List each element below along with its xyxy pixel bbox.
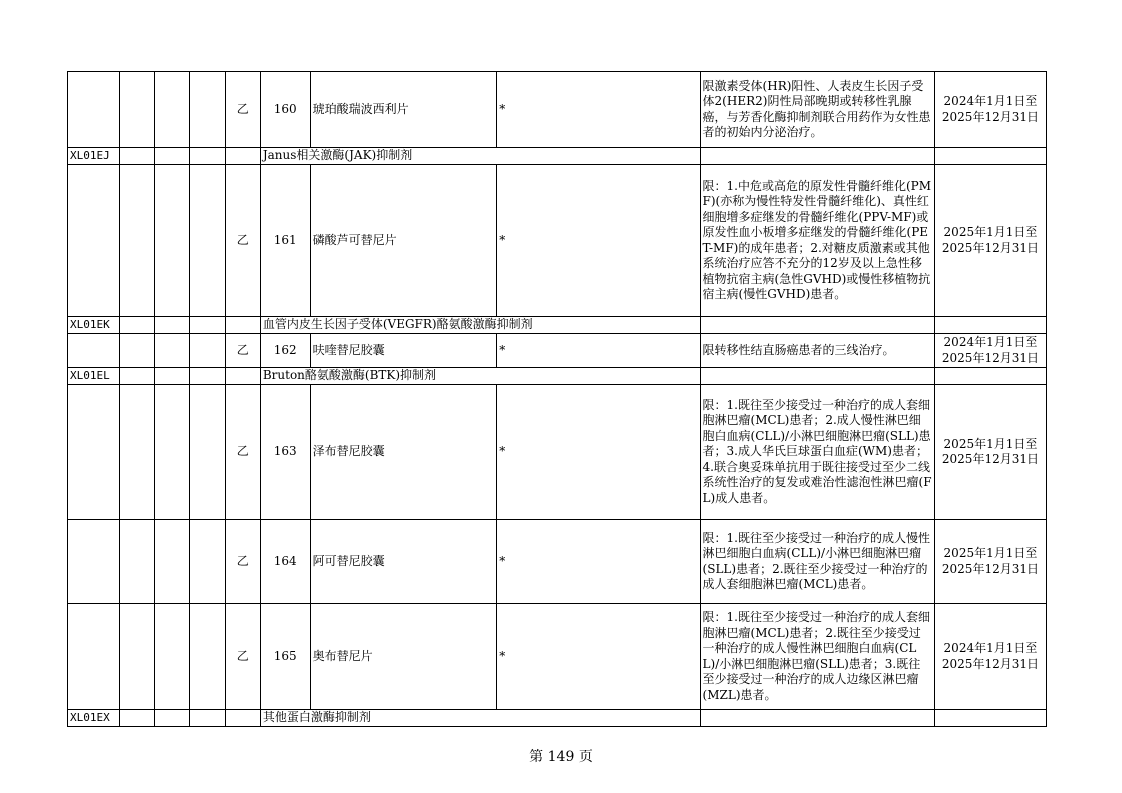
category-cell: 乙 — [225, 72, 260, 148]
empty-cell — [119, 148, 154, 165]
group-row — [68, 148, 1047, 165]
date-start: 2024年1月1日至 — [943, 335, 1038, 349]
code-cell — [68, 604, 120, 710]
date-end: 2025年12月31日 — [941, 109, 1039, 124]
remarks-cell: 限转移性结直肠癌患者的三线治疗。 — [700, 334, 934, 368]
group-code: XL01EL — [68, 368, 120, 385]
empty-cell — [155, 385, 190, 520]
empty-cell — [934, 710, 1046, 727]
group-name: Bruton酪氨酸激酶(BTK)抑制剂 — [260, 368, 700, 385]
group-name: 血管内皮生长因子受体(VEGFR)酪氨酸激酶抑制剂 — [260, 317, 700, 334]
date-cell — [934, 385, 1046, 520]
empty-cell — [190, 604, 225, 710]
drug-name-cell: 阿可替尼胶囊 — [310, 520, 497, 604]
empty-cell — [190, 385, 225, 520]
date-cell — [934, 165, 1046, 317]
empty-cell — [934, 317, 1046, 334]
date-end: 2025年12月31日 — [941, 656, 1039, 671]
dosage-form-cell: * — [497, 385, 700, 520]
dosage-form-cell: * — [497, 165, 700, 317]
category-cell: 乙 — [225, 520, 260, 604]
drug-row — [68, 385, 1047, 520]
remarks-cell: 限激素受体(HR)阳性、人表皮生长因子受体2(HER2)阴性局部晚期或转移性乳腺癌，与芳香化酶抑制剂联合用药作为女性患者的初始内分泌治疗。 — [700, 72, 934, 148]
group-row — [68, 317, 1047, 334]
empty-cell — [155, 604, 190, 710]
remarks-cell: 限：1.既往至少接受过一种治疗的成人慢性淋巴细胞白血病(CLL)/小淋巴细胞淋巴瘤(SLL)患者；2.既往至少接受过一种治疗的成人套细胞淋巴瘤(MCL)患者。 — [700, 520, 934, 604]
empty-cell — [225, 148, 260, 165]
empty-cell — [155, 317, 190, 334]
number-cell: 162 — [260, 334, 310, 368]
empty-cell — [700, 710, 934, 727]
number-cell: 164 — [260, 520, 310, 604]
dosage-form-cell: * — [497, 72, 700, 148]
date-cell — [934, 520, 1046, 604]
category-cell: 乙 — [225, 385, 260, 520]
empty-cell — [119, 385, 154, 520]
empty-cell — [119, 520, 154, 604]
code-cell — [68, 334, 120, 368]
drug-row — [68, 604, 1047, 710]
remarks-cell: 限：1.既往至少接受过一种治疗的成人套细胞淋巴瘤(MCL)患者；2.既往至少接受过一种治疗的成人慢性淋巴细胞白血病(CLL)/小淋巴细胞淋巴瘤(SLL)患者；3.既往至少接受过一种治疗的成人边缘区淋巴瘤(MZL)患者。 — [700, 604, 934, 710]
dosage-form-cell: * — [497, 334, 700, 368]
category-cell: 乙 — [225, 604, 260, 710]
date-start: 2025年1月1日至 — [943, 546, 1038, 560]
empty-cell — [119, 604, 154, 710]
date-end: 2025年12月31日 — [941, 240, 1039, 255]
date-start: 2025年1月1日至 — [943, 436, 1038, 451]
drug-name-cell: 磷酸芦可替尼片 — [310, 165, 497, 317]
empty-cell — [190, 334, 225, 368]
empty-cell — [190, 520, 225, 604]
empty-cell — [155, 334, 190, 368]
date-cell — [934, 604, 1046, 710]
empty-cell — [700, 317, 934, 334]
drug-catalog-table — [67, 71, 1047, 727]
drug-name-cell: 泽布替尼胶囊 — [310, 385, 497, 520]
empty-cell — [190, 148, 225, 165]
drug-name-cell: 奥布替尼片 — [310, 604, 497, 710]
group-row — [68, 710, 1047, 727]
empty-cell — [155, 710, 190, 727]
table-body — [68, 72, 1047, 727]
empty-cell — [225, 710, 260, 727]
empty-cell — [119, 710, 154, 727]
remarks-cell: 限：1.中危或高危的原发性骨髓纤维化(PMF)(亦称为慢性特发性骨髓纤维化)、真性红细胞增多症继发的骨髓纤维化(PPV-MF)或原发性血小板增多症继发的骨髓纤维化(PET-MF)的成年患者；2.对糖皮质激素或其他系统治疗应答不充分的12岁及以上急性移植物抗宿主病(急性GVHD)或慢性移植物抗宿主病(慢性GVHD)患者。 — [700, 165, 934, 317]
empty-cell — [934, 148, 1046, 165]
date-start: 2024年1月1日至 — [943, 641, 1038, 655]
drug-row — [68, 72, 1047, 148]
drug-name-cell: 呋喹替尼胶囊 — [310, 334, 497, 368]
drug-row — [68, 334, 1047, 368]
empty-cell — [119, 334, 154, 368]
drug-row — [68, 165, 1047, 317]
page-footer — [0, 746, 1122, 766]
date-start: 2025年1月1日至 — [943, 225, 1038, 239]
empty-cell — [190, 72, 225, 148]
empty-cell — [119, 368, 154, 385]
empty-cell — [155, 368, 190, 385]
empty-cell — [934, 368, 1046, 385]
footer-suffix: 页 — [578, 749, 593, 765]
number-cell: 163 — [260, 385, 310, 520]
group-name: 其他蛋白激酶抑制剂 — [260, 710, 700, 727]
footer-prefix: 第 — [529, 749, 544, 765]
empty-cell — [190, 368, 225, 385]
dosage-form-cell: * — [497, 520, 700, 604]
code-cell — [68, 520, 120, 604]
drug-row — [68, 520, 1047, 604]
group-code: XL01EK — [68, 317, 120, 334]
page-number: 149 — [547, 749, 575, 765]
date-cell — [934, 334, 1046, 368]
empty-cell — [155, 165, 190, 317]
category-cell: 乙 — [225, 165, 260, 317]
empty-cell — [700, 148, 934, 165]
code-cell — [68, 165, 120, 317]
group-code: XL01EX — [68, 710, 120, 727]
empty-cell — [700, 368, 934, 385]
remarks-cell: 限：1.既往至少接受过一种治疗的成人套细胞淋巴瘤(MCL)患者；2.成人慢性淋巴细胞白血病(CLL)/小淋巴细胞淋巴瘤(SLL)患者；3.成人华氏巨球蛋白血症(WM)患者；4.联合奥妥珠单抗用于既往接受过至少二线系统性治疗的复发或难治性滤泡性淋巴瘤(FL)成人患者。 — [700, 385, 934, 520]
drug-name-cell: 琥珀酸瑞波西利片 — [310, 72, 497, 148]
date-cell — [934, 72, 1046, 148]
empty-cell — [155, 72, 190, 148]
empty-cell — [155, 148, 190, 165]
empty-cell — [119, 317, 154, 334]
empty-cell — [155, 520, 190, 604]
dosage-form-cell: * — [497, 604, 700, 710]
group-row — [68, 368, 1047, 385]
empty-cell — [119, 72, 154, 148]
date-end: 2025年12月31日 — [941, 452, 1039, 466]
empty-cell — [190, 165, 225, 317]
empty-cell — [190, 710, 225, 727]
group-name: Janus相关激酶(JAK)抑制剂 — [260, 148, 700, 165]
empty-cell — [225, 368, 260, 385]
group-code: XL01EJ — [68, 148, 120, 165]
empty-cell — [190, 317, 225, 334]
category-cell: 乙 — [225, 334, 260, 368]
empty-cell — [119, 165, 154, 317]
number-cell: 160 — [260, 72, 310, 148]
empty-cell — [225, 317, 260, 334]
date-end: 2025年12月31日 — [941, 561, 1039, 576]
number-cell: 165 — [260, 604, 310, 710]
code-cell — [68, 72, 120, 148]
date-start: 2024年1月1日至 — [943, 94, 1038, 108]
number-cell: 161 — [260, 165, 310, 317]
code-cell — [68, 385, 120, 520]
date-end: 2025年12月31日 — [941, 350, 1039, 365]
